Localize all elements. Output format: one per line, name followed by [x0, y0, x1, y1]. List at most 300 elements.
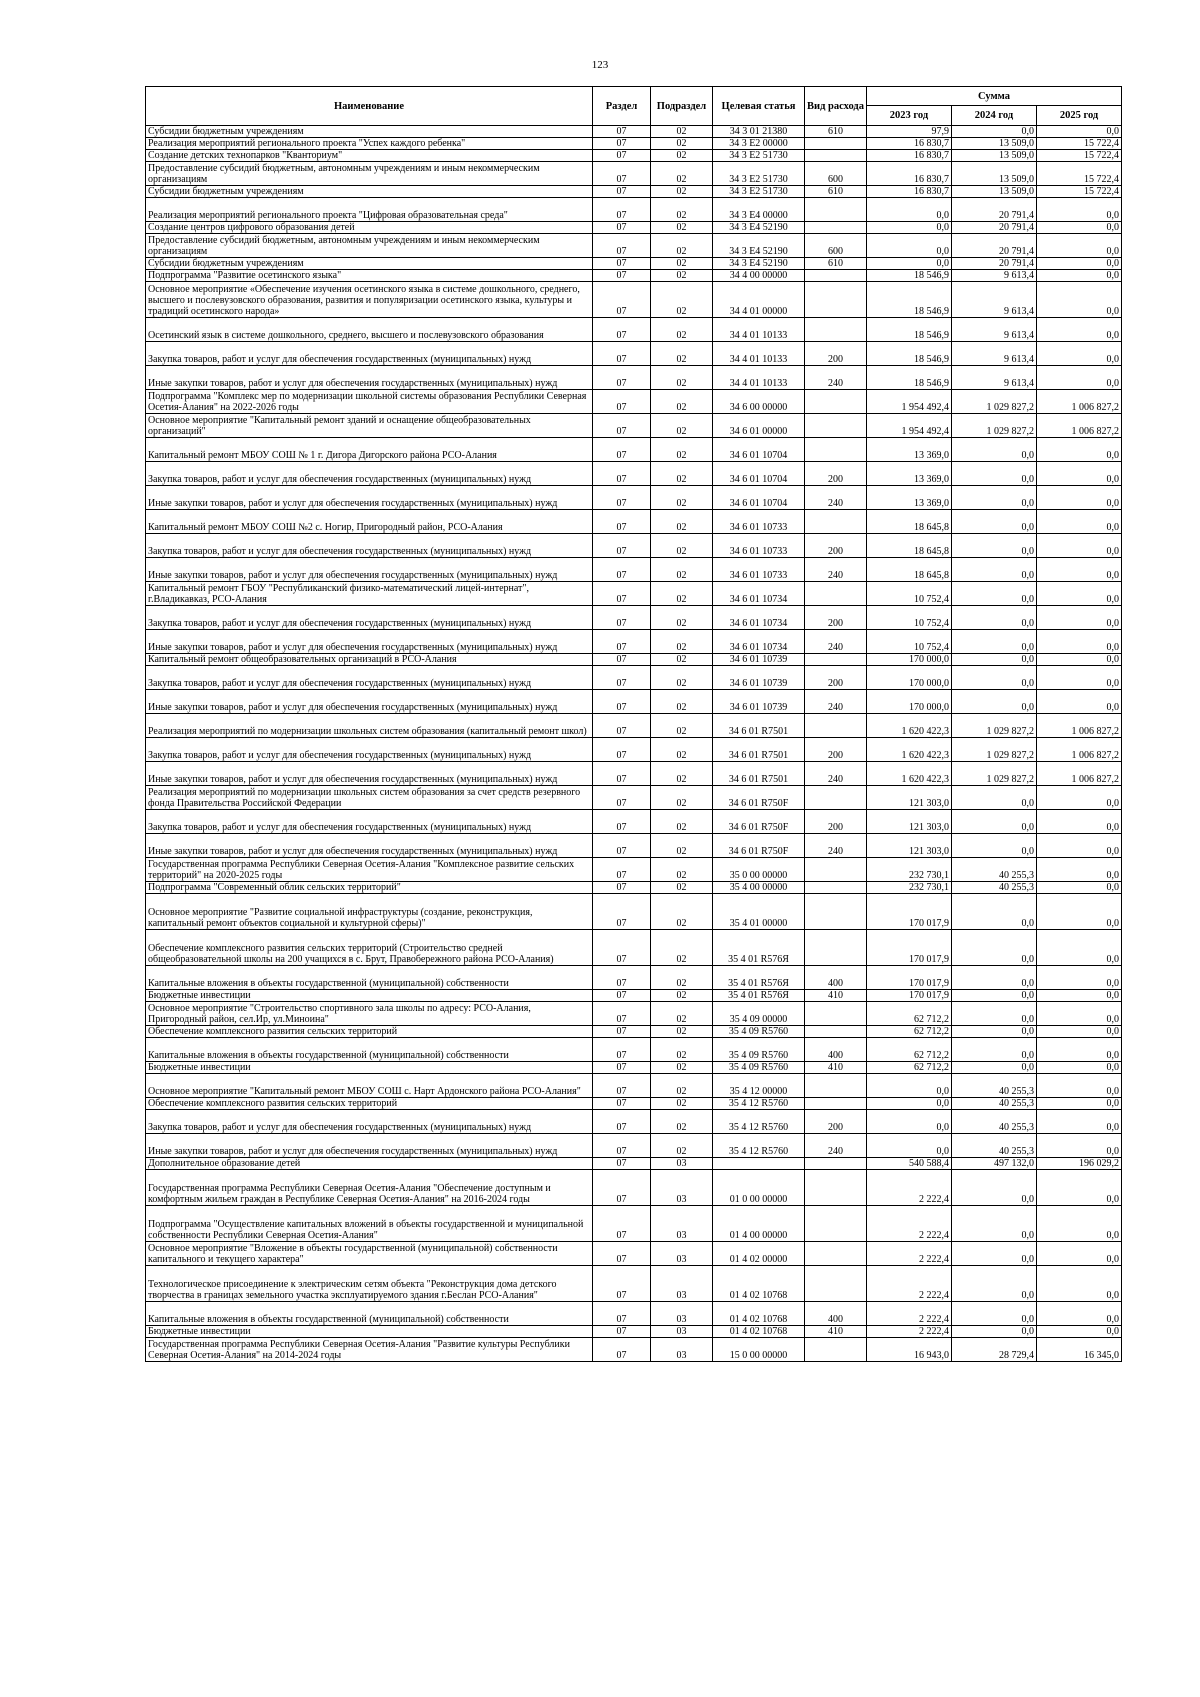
row-target — [713, 1158, 805, 1170]
row-2025: 15 722,4 — [1037, 138, 1122, 150]
row-2024: 0,0 — [952, 1062, 1037, 1074]
row-section: 07 — [593, 714, 651, 738]
row-2023: 62 712,2 — [867, 1002, 952, 1026]
row-2025: 0,0 — [1037, 894, 1122, 930]
row-target: 34 3 01 21380 — [713, 126, 805, 138]
row-2024: 40 255,3 — [952, 1074, 1037, 1098]
row-subsection: 02 — [651, 894, 713, 930]
row-2023: 540 588,4 — [867, 1158, 952, 1170]
row-2025: 0,0 — [1037, 1074, 1122, 1098]
row-target: 35 4 00 00000 — [713, 882, 805, 894]
row-name: Дополнительное образование детей — [146, 1158, 593, 1170]
row-2025: 0,0 — [1037, 810, 1122, 834]
table-row — [146, 186, 1122, 198]
row-section: 07 — [593, 810, 651, 834]
row-expense-type: 200 — [805, 342, 867, 366]
row-2023: 121 303,0 — [867, 786, 952, 810]
row-expense-type — [805, 150, 867, 162]
row-2025: 0,0 — [1037, 786, 1122, 810]
table-row — [146, 1326, 1122, 1338]
row-section: 07 — [593, 1302, 651, 1326]
row-name: Обеспечение комплексного развития сельских территорий — [146, 1026, 593, 1038]
row-2024: 9 613,4 — [952, 282, 1037, 318]
row-name: Подпрограмма "Современный облик сельских территорий" — [146, 882, 593, 894]
row-section: 07 — [593, 126, 651, 138]
row-expense-type: 600 — [805, 162, 867, 186]
row-2023: 170 000,0 — [867, 690, 952, 714]
row-subsection: 02 — [651, 714, 713, 738]
table-row — [146, 510, 1122, 534]
row-2024: 13 509,0 — [952, 150, 1037, 162]
row-section: 07 — [593, 534, 651, 558]
table-row — [146, 126, 1122, 138]
row-section: 07 — [593, 882, 651, 894]
row-expense-type: 610 — [805, 126, 867, 138]
table-row — [146, 606, 1122, 630]
row-expense-type: 200 — [805, 666, 867, 690]
row-subsection: 02 — [651, 126, 713, 138]
table-row — [146, 966, 1122, 990]
row-target: 01 4 02 10768 — [713, 1302, 805, 1326]
row-section: 07 — [593, 738, 651, 762]
table-row — [146, 438, 1122, 462]
row-section: 07 — [593, 606, 651, 630]
row-expense-type: 600 — [805, 234, 867, 258]
row-subsection: 03 — [651, 1326, 713, 1338]
row-2023: 62 712,2 — [867, 1062, 952, 1074]
row-name: Капитальный ремонт МБОУ СОШ №2 с. Ногир, Пригородный район, РСО-Алания — [146, 510, 593, 534]
row-expense-type: 240 — [805, 630, 867, 654]
table-row — [146, 762, 1122, 786]
row-2023: 232 730,1 — [867, 858, 952, 882]
row-2023: 121 303,0 — [867, 810, 952, 834]
row-2023: 1 620 422,3 — [867, 714, 952, 738]
row-target: 34 6 01 10739 — [713, 690, 805, 714]
row-subsection: 02 — [651, 990, 713, 1002]
row-subsection: 02 — [651, 762, 713, 786]
row-expense-type: 200 — [805, 738, 867, 762]
table-row — [146, 882, 1122, 894]
row-name: Основное мероприятие "Капитальный ремонт зданий и оснащение общеобразовательных организаций" — [146, 414, 593, 438]
row-2025: 1 006 827,2 — [1037, 738, 1122, 762]
row-2025: 0,0 — [1037, 1098, 1122, 1110]
row-expense-type: 200 — [805, 606, 867, 630]
row-2025: 0,0 — [1037, 1026, 1122, 1038]
table-row — [146, 366, 1122, 390]
table-row — [146, 1110, 1122, 1134]
row-subsection: 02 — [651, 738, 713, 762]
row-expense-type — [805, 414, 867, 438]
row-2024: 0,0 — [952, 510, 1037, 534]
row-target: 34 3 E4 52190 — [713, 258, 805, 270]
row-2023: 18 546,9 — [867, 270, 952, 282]
row-subsection: 02 — [651, 966, 713, 990]
row-expense-type: 400 — [805, 1302, 867, 1326]
row-section: 07 — [593, 258, 651, 270]
row-2025: 0,0 — [1037, 366, 1122, 390]
row-2025: 15 722,4 — [1037, 150, 1122, 162]
row-2025: 0,0 — [1037, 966, 1122, 990]
header-2024: 2024 год — [952, 106, 1037, 126]
table-row — [146, 258, 1122, 270]
table-row — [146, 1134, 1122, 1158]
row-2025: 0,0 — [1037, 558, 1122, 582]
row-target: 34 6 01 R750F — [713, 834, 805, 858]
row-expense-type: 610 — [805, 186, 867, 198]
row-expense-type — [805, 654, 867, 666]
row-name: Государственная программа Республики Северная Осетия-Алания "Комплексное развитие сельских территорий" на 2020-2025 годы — [146, 858, 593, 882]
row-section: 07 — [593, 222, 651, 234]
row-name: Закупка товаров, работ и услуг для обеспечения государственных (муниципальных) нужд — [146, 810, 593, 834]
row-expense-type — [805, 858, 867, 882]
row-name: Создание детских технопарков "Кванториум" — [146, 150, 593, 162]
table-row — [146, 666, 1122, 690]
header-subsection: Подраздел — [651, 87, 713, 126]
row-expense-type: 400 — [805, 966, 867, 990]
table-row — [146, 270, 1122, 282]
row-section: 07 — [593, 318, 651, 342]
row-expense-type: 240 — [805, 558, 867, 582]
row-name: Закупка товаров, работ и услуг для обеспечения государственных (муниципальных) нужд — [146, 534, 593, 558]
row-2023: 16 943,0 — [867, 1338, 952, 1362]
row-2025: 0,0 — [1037, 654, 1122, 666]
row-2025: 1 006 827,2 — [1037, 414, 1122, 438]
row-target: 01 0 00 00000 — [713, 1170, 805, 1206]
row-target: 34 6 01 10734 — [713, 630, 805, 654]
row-expense-type — [805, 786, 867, 810]
row-section: 07 — [593, 186, 651, 198]
row-target: 34 6 01 R750F — [713, 810, 805, 834]
row-2023: 18 645,8 — [867, 558, 952, 582]
row-2024: 13 509,0 — [952, 138, 1037, 150]
row-name: Подпрограмма "Комплекс мер по модернизации школьной системы образования Республики Северная Осетия-Алания" на 2022-2026 годы — [146, 390, 593, 414]
row-expense-type — [805, 1074, 867, 1098]
row-subsection: 02 — [651, 138, 713, 150]
row-subsection: 02 — [651, 462, 713, 486]
row-subsection: 03 — [651, 1302, 713, 1326]
row-2023: 2 222,4 — [867, 1242, 952, 1266]
row-target: 34 6 01 10739 — [713, 654, 805, 666]
row-subsection: 03 — [651, 1266, 713, 1302]
row-expense-type: 200 — [805, 534, 867, 558]
row-name: Капитальные вложения в объекты государственной (муниципальной) собственности — [146, 1302, 593, 1326]
table-row — [146, 654, 1122, 666]
row-2024: 0,0 — [952, 1026, 1037, 1038]
row-2023: 0,0 — [867, 222, 952, 234]
row-2023: 16 830,7 — [867, 150, 952, 162]
row-section: 07 — [593, 1266, 651, 1302]
row-expense-type — [805, 438, 867, 462]
row-expense-type: 200 — [805, 810, 867, 834]
table-row — [146, 138, 1122, 150]
row-2025: 0,0 — [1037, 630, 1122, 654]
row-subsection: 02 — [651, 1134, 713, 1158]
row-target: 34 6 01 R750F — [713, 786, 805, 810]
row-section: 07 — [593, 1242, 651, 1266]
row-target: 34 6 01 10733 — [713, 534, 805, 558]
row-2025: 1 006 827,2 — [1037, 714, 1122, 738]
row-expense-type: 240 — [805, 834, 867, 858]
row-2023: 2 222,4 — [867, 1302, 952, 1326]
table-row — [146, 150, 1122, 162]
row-expense-type — [805, 1002, 867, 1026]
row-2023: 121 303,0 — [867, 834, 952, 858]
table-row — [146, 534, 1122, 558]
table-row — [146, 738, 1122, 762]
row-2023: 2 222,4 — [867, 1266, 952, 1302]
row-expense-type — [805, 882, 867, 894]
row-subsection: 02 — [651, 1002, 713, 1026]
row-target: 35 4 01 R576Я — [713, 990, 805, 1002]
row-name: Капитальные вложения в объекты государственной (муниципальной) собственности — [146, 1038, 593, 1062]
row-name: Основное мероприятие "Капитальный ремонт МБОУ СОШ с. Нарт Ардонского района РСО-Алания" — [146, 1074, 593, 1098]
table-body — [146, 126, 1122, 1362]
row-subsection: 02 — [651, 162, 713, 186]
row-2024: 1 029 827,2 — [952, 714, 1037, 738]
row-subsection: 02 — [651, 150, 713, 162]
row-section: 07 — [593, 1110, 651, 1134]
row-expense-type — [805, 1158, 867, 1170]
row-subsection: 03 — [651, 1338, 713, 1362]
row-expense-type — [805, 1170, 867, 1206]
row-name: Иные закупки товаров, работ и услуг для обеспечения государственных (муниципальных) нужд — [146, 834, 593, 858]
row-2023: 18 645,8 — [867, 510, 952, 534]
table-row — [146, 1266, 1122, 1302]
row-name: Подпрограмма "Осуществление капитальных вложений в объекты государственной и муниципальной собственности Республики Северная Осетия-Алания" — [146, 1206, 593, 1242]
row-subsection: 02 — [651, 234, 713, 258]
table-row — [146, 1338, 1122, 1362]
row-section: 07 — [593, 510, 651, 534]
row-subsection: 02 — [651, 1062, 713, 1074]
row-target: 34 6 01 00000 — [713, 414, 805, 438]
row-2023: 170 017,9 — [867, 990, 952, 1002]
row-2024: 0,0 — [952, 990, 1037, 1002]
header-expense-type: Вид расхода — [805, 87, 867, 126]
row-target: 35 4 12 R5760 — [713, 1134, 805, 1158]
row-2023: 13 369,0 — [867, 486, 952, 510]
row-expense-type: 240 — [805, 762, 867, 786]
row-expense-type — [805, 1206, 867, 1242]
row-2023: 13 369,0 — [867, 462, 952, 486]
row-subsection: 02 — [651, 834, 713, 858]
row-section: 07 — [593, 990, 651, 1002]
row-2025: 0,0 — [1037, 318, 1122, 342]
row-2023: 1 954 492,4 — [867, 390, 952, 414]
row-section: 07 — [593, 438, 651, 462]
row-section: 07 — [593, 1026, 651, 1038]
row-subsection: 03 — [651, 1170, 713, 1206]
table-row — [146, 1026, 1122, 1038]
row-subsection: 02 — [651, 222, 713, 234]
row-subsection: 03 — [651, 1206, 713, 1242]
row-2025: 0,0 — [1037, 1062, 1122, 1074]
row-2025: 0,0 — [1037, 1206, 1122, 1242]
row-2024: 40 255,3 — [952, 1110, 1037, 1134]
table-row — [146, 582, 1122, 606]
row-section: 07 — [593, 390, 651, 414]
row-subsection: 02 — [651, 882, 713, 894]
row-name: Иные закупки товаров, работ и услуг для обеспечения государственных (муниципальных) нужд — [146, 486, 593, 510]
row-section: 07 — [593, 1206, 651, 1242]
row-name: Иные закупки товаров, работ и услуг для обеспечения государственных (муниципальных) нужд — [146, 366, 593, 390]
row-target: 34 6 01 R7501 — [713, 714, 805, 738]
row-subsection: 03 — [651, 1242, 713, 1266]
row-2025: 0,0 — [1037, 666, 1122, 690]
row-2025: 0,0 — [1037, 882, 1122, 894]
row-section: 07 — [593, 858, 651, 882]
row-section: 07 — [593, 582, 651, 606]
row-2025: 16 345,0 — [1037, 1338, 1122, 1362]
row-2025: 0,0 — [1037, 534, 1122, 558]
budget-table — [145, 86, 1122, 1362]
row-expense-type — [805, 1266, 867, 1302]
row-subsection: 02 — [651, 1110, 713, 1134]
row-expense-type — [805, 318, 867, 342]
row-2023: 97,9 — [867, 126, 952, 138]
row-2023: 10 752,4 — [867, 606, 952, 630]
row-name: Иные закупки товаров, работ и услуг для обеспечения государственных (муниципальных) нужд — [146, 1134, 593, 1158]
row-target: 34 6 01 10733 — [713, 558, 805, 582]
row-2024: 0,0 — [952, 654, 1037, 666]
row-subsection: 02 — [651, 558, 713, 582]
row-2024: 497 132,0 — [952, 1158, 1037, 1170]
row-2023: 62 712,2 — [867, 1026, 952, 1038]
row-section: 07 — [593, 1074, 651, 1098]
row-2024: 0,0 — [952, 606, 1037, 630]
row-2023: 170 000,0 — [867, 666, 952, 690]
row-2024: 0,0 — [952, 486, 1037, 510]
row-subsection: 02 — [651, 1074, 713, 1098]
row-2025: 0,0 — [1037, 462, 1122, 486]
table-row — [146, 462, 1122, 486]
row-2023: 170 017,9 — [867, 894, 952, 930]
row-subsection: 02 — [651, 630, 713, 654]
row-section: 07 — [593, 1338, 651, 1362]
row-2025: 0,0 — [1037, 582, 1122, 606]
row-expense-type — [805, 138, 867, 150]
row-name: Основное мероприятие «Обеспечение изучения осетинского языка в системе дошкольного, среднего, высшего и послевузовского образования, развития и популяризации осетинского языка, культуры и традиций осетинского народа» — [146, 282, 593, 318]
row-2025: 15 722,4 — [1037, 186, 1122, 198]
row-section: 07 — [593, 162, 651, 186]
row-target: 34 3 E4 00000 — [713, 198, 805, 222]
row-target: 34 3 E2 51730 — [713, 162, 805, 186]
row-2024: 1 029 827,2 — [952, 414, 1037, 438]
row-2023: 18 645,8 — [867, 534, 952, 558]
row-subsection: 02 — [651, 318, 713, 342]
row-section: 07 — [593, 762, 651, 786]
row-target: 34 3 E2 51730 — [713, 150, 805, 162]
row-2025: 0,0 — [1037, 1134, 1122, 1158]
row-target: 34 6 01 10734 — [713, 582, 805, 606]
row-expense-type — [805, 1026, 867, 1038]
row-target: 34 3 E4 52190 — [713, 222, 805, 234]
row-section: 07 — [593, 966, 651, 990]
row-target: 35 4 12 R5760 — [713, 1110, 805, 1134]
row-2025: 0,0 — [1037, 990, 1122, 1002]
row-2025: 0,0 — [1037, 510, 1122, 534]
table-row — [146, 198, 1122, 222]
row-subsection: 02 — [651, 510, 713, 534]
row-2025: 0,0 — [1037, 1038, 1122, 1062]
row-name: Обеспечение комплексного развития сельских территорий (Строительство средней общеобразовательной школы на 200 учащихся в с. Брут, Правобережного района РСО-Алания) — [146, 930, 593, 966]
row-2024: 20 791,4 — [952, 234, 1037, 258]
row-name: Технологическое присоединение к электрическим сетям объекта "Реконструкция дома детского творчества в границах земельного участка эксплуатируемого здания г.Беслан РСО-Алания" — [146, 1266, 593, 1302]
table-row — [146, 414, 1122, 438]
row-target: 34 3 E2 00000 — [713, 138, 805, 150]
row-expense-type: 410 — [805, 1326, 867, 1338]
row-2024: 20 791,4 — [952, 198, 1037, 222]
row-2023: 0,0 — [867, 198, 952, 222]
row-2023: 0,0 — [867, 1134, 952, 1158]
row-expense-type — [805, 894, 867, 930]
row-name: Реализация мероприятий по модернизации школьных систем образования за счет средств резервного фонда Правительства Российской Федерации — [146, 786, 593, 810]
row-expense-type: 610 — [805, 258, 867, 270]
row-target: 34 6 01 10704 — [713, 462, 805, 486]
header-name: Наименование — [146, 87, 593, 126]
row-target: 34 6 01 R7501 — [713, 762, 805, 786]
table-row — [146, 1062, 1122, 1074]
row-2024: 9 613,4 — [952, 342, 1037, 366]
row-2024: 0,0 — [952, 534, 1037, 558]
row-section: 07 — [593, 138, 651, 150]
table-row — [146, 1206, 1122, 1242]
row-target: 35 4 09 R5760 — [713, 1026, 805, 1038]
row-name: Закупка товаров, работ и услуг для обеспечения государственных (муниципальных) нужд — [146, 606, 593, 630]
row-section: 07 — [593, 1170, 651, 1206]
row-name: Основное мероприятие "Развитие социальной инфраструктуры (создание, реконструкция, капитальный ремонт объектов социальной и культурной сферы)" — [146, 894, 593, 930]
row-name: Государственная программа Республики Северная Осетия-Алания "Обеспечение доступным и комфортным жильем граждан в Республике Северная Осетия-Алания" на 2016-2024 годы — [146, 1170, 593, 1206]
row-name: Реализация мероприятий регионального проекта "Успех каждого ребенка" — [146, 138, 593, 150]
row-section: 07 — [593, 234, 651, 258]
row-subsection: 02 — [651, 390, 713, 414]
row-target: 01 4 02 10768 — [713, 1266, 805, 1302]
row-2023: 18 546,9 — [867, 318, 952, 342]
row-2025: 0,0 — [1037, 282, 1122, 318]
row-name: Реализация мероприятий по модернизации школьных систем образования (капитальный ремонт школ) — [146, 714, 593, 738]
row-subsection: 02 — [651, 342, 713, 366]
row-name: Капитальный ремонт МБОУ СОШ № 1 г. Дигора Дигорского района РСО-Алания — [146, 438, 593, 462]
row-target: 35 0 00 00000 — [713, 858, 805, 882]
row-target: 34 3 E2 51730 — [713, 186, 805, 198]
table-row — [146, 1002, 1122, 1026]
row-2025: 0,0 — [1037, 270, 1122, 282]
table-row — [146, 1074, 1122, 1098]
row-subsection: 02 — [651, 666, 713, 690]
row-subsection: 02 — [651, 582, 713, 606]
row-expense-type: 200 — [805, 462, 867, 486]
table-row — [146, 1170, 1122, 1206]
row-expense-type — [805, 198, 867, 222]
row-2024: 1 029 827,2 — [952, 762, 1037, 786]
row-subsection: 02 — [651, 486, 713, 510]
row-target: 35 4 09 00000 — [713, 1002, 805, 1026]
row-2024: 1 029 827,2 — [952, 738, 1037, 762]
table-row — [146, 858, 1122, 882]
row-section: 07 — [593, 198, 651, 222]
row-2023: 1 620 422,3 — [867, 738, 952, 762]
table-row — [146, 1098, 1122, 1110]
row-name: Иные закупки товаров, работ и услуг для обеспечения государственных (муниципальных) нужд — [146, 762, 593, 786]
row-2024: 40 255,3 — [952, 1134, 1037, 1158]
row-target: 35 4 09 R5760 — [713, 1062, 805, 1074]
table-row — [146, 810, 1122, 834]
row-target: 01 4 00 00000 — [713, 1206, 805, 1242]
row-2025: 0,0 — [1037, 126, 1122, 138]
row-expense-type: 240 — [805, 1134, 867, 1158]
row-name: Капитальные вложения в объекты государственной (муниципальной) собственности — [146, 966, 593, 990]
row-2024: 0,0 — [952, 930, 1037, 966]
table-row — [146, 990, 1122, 1002]
